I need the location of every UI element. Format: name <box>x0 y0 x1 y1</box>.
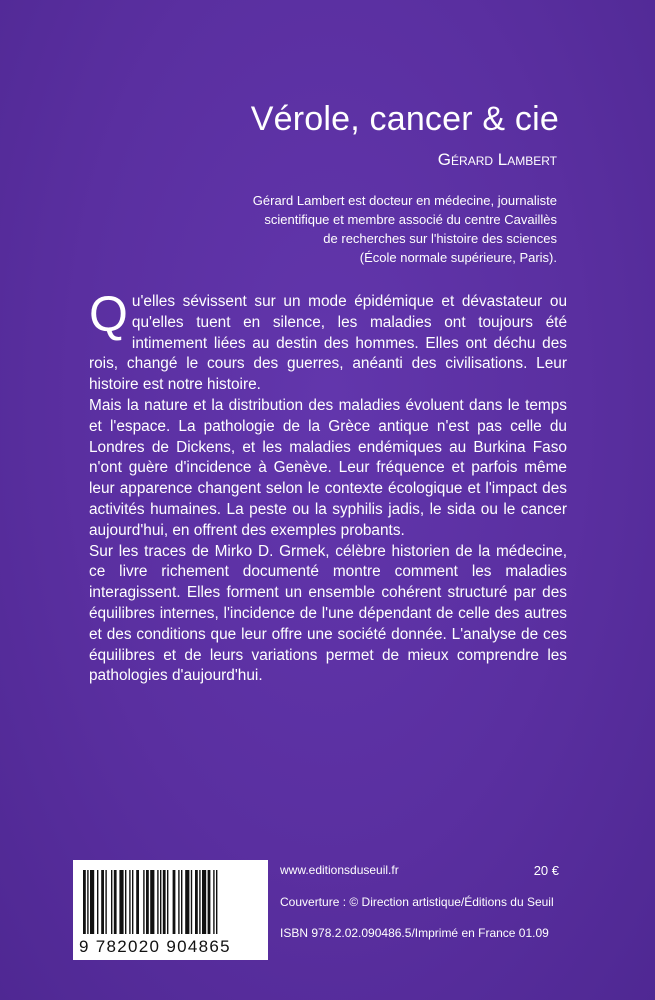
barcode-bar <box>129 870 130 934</box>
author-bio-line: de recherches sur l'histoire des sciences <box>323 231 557 246</box>
book-author: Gérard Lambert <box>437 150 557 169</box>
barcode-bar <box>101 870 104 934</box>
blurb-paragraph-1 <box>89 286 567 396</box>
blurb-paragraph-3: Sur les traces de Mirko D. Grmek, célèbre historien de la médecine, ce livre richement documenté montre comment les maladies interagissent. Elles forment un ensemble cohérent structuré par des équilibres internes, l'incidence de l'une dépendant de celle des autres et des conditions que leur offre une société donnée. L'analyse de ces équilibres et de leurs variations permet de mieux comprendre les pathologies d'aujourd'hui. <box>89 542 567 685</box>
barcode-bar <box>199 870 200 934</box>
barcode-bar <box>181 870 182 934</box>
barcode-bar <box>185 870 189 934</box>
barcode-digits: 9 782020 904865 <box>79 937 231 956</box>
publisher-website: www.editionsduseuil.fr <box>280 863 399 877</box>
barcode-bar <box>87 870 88 934</box>
barcode-bar <box>114 870 117 934</box>
barcode-bar <box>202 870 206 934</box>
barcode-bar <box>105 870 106 934</box>
barcode-bar <box>150 870 154 934</box>
drop-cap: Q <box>89 286 128 342</box>
barcode-bar <box>125 870 126 934</box>
barcode-bar <box>157 870 158 934</box>
book-blurb <box>89 286 567 687</box>
cover-credit: Couverture : © Direction artistique/Éditions du Seuil <box>280 895 554 909</box>
barcode-bar <box>160 870 161 934</box>
barcode-bar <box>119 870 123 934</box>
barcode-bar <box>83 870 86 934</box>
barcode-bar <box>132 870 133 934</box>
barcode-bar <box>143 870 144 934</box>
barcode-bar <box>213 870 214 934</box>
author-bio-line: Gérard Lambert est docteur en médecine, journaliste <box>252 193 557 208</box>
barcode-bar <box>146 870 149 934</box>
price: 20 € <box>533 863 559 878</box>
isbn-line: ISBN 978.2.02.090486.5/Imprimé en France 01.09 <box>280 926 549 940</box>
blurb-paragraph-2: Mais la nature et la distribution des maladies évoluent dans le temps et l'espace. La pathologie de la Grèce antique n'est pas celle du Londres de Dickens, et les maladies endémiques au Burkina Faso n'ont guère d'incidence à Genève. Leur fréquence et parfois même leur apparence changent selon le contexte écologique et l'impact des activités humaines. La peste ou la syphilis jadis, le sida ou le cancer aujourd'hui, en offrent des exemples probants. <box>89 396 567 539</box>
barcode-bar <box>178 870 179 934</box>
barcode-bar <box>90 870 94 934</box>
barcode-bar <box>163 870 166 934</box>
barcode-bar <box>216 870 217 934</box>
author-bio-line: scientifique et membre associé du centre Cavaillès <box>264 212 557 227</box>
barcode-bar <box>136 870 139 934</box>
barcode-bars <box>83 870 258 934</box>
author-bio <box>177 191 557 267</box>
barcode-bar <box>173 870 176 934</box>
barcode-bar <box>195 870 198 934</box>
book-title: Vérole, cancer & cie <box>250 100 559 138</box>
author-bio-line: (École normale supérieure, Paris). <box>359 250 557 265</box>
barcode-bar <box>111 870 112 934</box>
barcode-bar <box>208 870 211 934</box>
blurb-paragraph-1-text: u'elles sévissent sur un mode épidémique et dévastateur ou qu'elles tuent en silence, les maladies ont toujours été intimement liées au destin des hommes. Elles ont déchu des rois, changé le cours des guerres, anéanti des civilisations. Leur histoire est notre histoire. <box>89 293 567 394</box>
barcode-bar <box>191 870 192 934</box>
isbn-barcode <box>73 860 268 960</box>
barcode-bar <box>167 870 168 934</box>
barcode-bar <box>97 870 98 934</box>
